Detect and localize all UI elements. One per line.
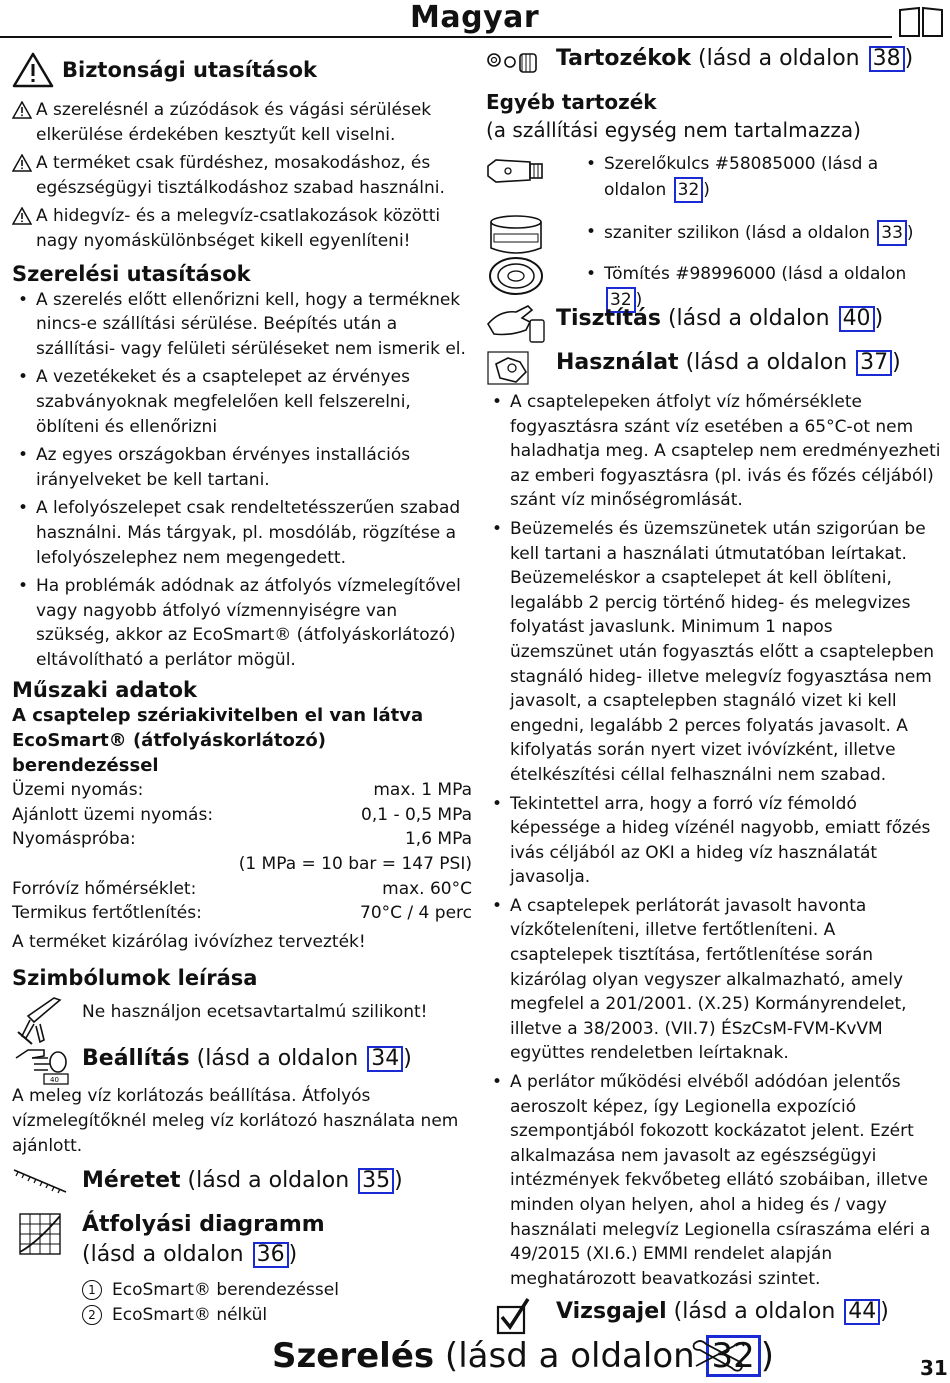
other-item: [486, 220, 941, 262]
tech-table: [12, 778, 472, 926]
footer-ref: (lásd a oldalon: [434, 1336, 706, 1376]
tech-value: max. 1 MPa: [373, 780, 472, 801]
warning-icon: [12, 207, 32, 225]
legend-text: EcoSmart® nélkül: [112, 1304, 268, 1325]
setting-row: [12, 1044, 472, 1084]
page-link[interactable]: 32: [606, 287, 636, 313]
tech-row: [12, 827, 472, 852]
tech-heading: Műszaki adatok: [12, 678, 198, 703]
wrench-key-icon: [486, 156, 546, 186]
test-row: [486, 1297, 941, 1337]
safety-text: A terméket csak fürdéshez, mosakodáshoz, és egészségügyi tisztálkodáshoz szabad használni.: [36, 153, 445, 198]
list-item: • A lefolyószelepet csak rendeltetésszerűen szabad használni. Más tárgyak, pl. mosdóláb, rögzítése a lefolyószelephez nem megengedett.: [12, 496, 472, 570]
test-title: Vizsgajel: [556, 1299, 667, 1325]
item-text: Szerelőkulcs #58085000 (lásd a oldalon: [604, 154, 879, 200]
tech-note: A terméket kizárólag ivóvízhez tervezték!: [12, 931, 366, 952]
page-link[interactable]: 37: [856, 350, 892, 376]
other-accessories-sub: (a szállítási egység nem tartalmazza): [486, 118, 861, 142]
usage-row: [486, 348, 941, 388]
silicone-can-icon: [488, 214, 544, 256]
safety-item: [12, 98, 472, 147]
safety-text: A szerelésnél a zúzódások és vágási sérülések elkerülése érdekében kesztyűt kell viselni.: [36, 100, 432, 145]
dimension-ruler-icon: [12, 1162, 68, 1202]
symbols-heading: Szimbólumok leírása: [12, 966, 258, 991]
tech-value: max. 60°C: [382, 878, 472, 899]
usage-hand-icon: [486, 344, 542, 386]
legend-number-1: 1: [82, 1280, 102, 1300]
list-item: • Beüzemelés és üzemszünetek után szigorúan be kell tartani a használati útmutatóban leírtakat. Beüzemeléskor a csaptelepet át kell öblíteni, legalább 2 percig történő hideg- és melegvizes folyatást javaslunk. Minimum 1 napos üzemszünet után fogyasztás előtt a csaptelepben stagnáló hideg- illetve melegvíz fogyasztása nem javasolt, a csaptelepben stagnáló vizet ki kell engedni, legalább 2 perces folyatás javasolt. A kifolyatás során nyert vizet ivóvízként, illetve ételkészítési céllal felhasználni nem szabad.: [486, 517, 941, 788]
flow-diagram-icon: [18, 1212, 62, 1256]
safety-heading-row: [12, 56, 472, 84]
test-heading: Vizsgajel (lásd a oldalon 44 ): [556, 1299, 889, 1325]
manual-book-icon: [898, 4, 944, 38]
legend-item: [82, 1303, 472, 1328]
page-link[interactable]: 32: [674, 177, 704, 203]
safety-item: [12, 204, 472, 253]
legend-item: [82, 1278, 472, 1303]
page-number: 31: [920, 1356, 948, 1380]
tech-row: [12, 803, 472, 828]
flow-title: Átfolyási diagramm: [82, 1212, 325, 1238]
page-link[interactable]: 44: [844, 1299, 880, 1325]
cleaning-title: Tisztítás: [556, 306, 661, 331]
silicone-text: Ne használjon ecetsavtartalmú szilikont!: [82, 1002, 428, 1023]
warning-icon: [12, 52, 54, 88]
page-link[interactable]: 32: [706, 1335, 761, 1377]
tech-label: Nyomáspróba:: [12, 829, 136, 850]
setting-note: A meleg víz korlátozás beállítása. Átfolyós vízmelegítőknél meleg víz korlátozó használata nem ajánlott.: [12, 1086, 459, 1156]
item-text: Tömítés #98996000 (lásd a oldalon: [604, 264, 907, 284]
safety-heading: Biztonsági utasítások: [62, 58, 318, 82]
other-item: [486, 152, 941, 220]
seal-ring-icon: [488, 256, 544, 296]
setting-ref: (lásd a oldalon: [189, 1046, 366, 1072]
usage-ref: (lásd a oldalon: [678, 350, 855, 375]
tech-label: Üzemi nyomás:: [12, 780, 144, 801]
dims-row: [12, 1166, 472, 1210]
dims-ref: (lásd a oldalon: [180, 1168, 357, 1194]
accessories-parts-icon: [486, 48, 542, 78]
page-link[interactable]: 36: [253, 1242, 289, 1268]
list-item: • szaniter szilikon (lásd a oldalon 33 ): [580, 220, 941, 246]
flow-heading: [82, 1210, 472, 1240]
setting-hand-icon: [14, 1042, 70, 1086]
tech-subheading: A csaptelep szériakivitelben el van látva EcoSmart® (átfolyáskorlátozó) berendezéssel: [12, 705, 424, 776]
usage-heading: Használat (lásd a oldalon 37 ): [556, 350, 901, 375]
list-item: • Az egyes országokban érvényes installációs irányelveket be kell tartani.: [12, 443, 472, 492]
footer-title: Szerelés: [272, 1336, 435, 1376]
page-link[interactable]: 34: [367, 1046, 403, 1072]
install-heading: Szerelési utasítások: [12, 261, 251, 286]
item-text: szaniter szilikon (lásd a oldalon: [604, 223, 876, 243]
cleaning-hand-icon: [486, 300, 546, 344]
tech-value: 0,1 - 0,5 MPa: [361, 804, 472, 825]
accessories-title: Tartozékok: [556, 46, 692, 71]
header-rule: [0, 36, 892, 38]
checkmark-icon: [496, 1295, 532, 1335]
page-link[interactable]: 40: [839, 306, 875, 332]
list-item: • Szerelőkulcs #58085000 (lásd a oldalon 32 ): [580, 152, 941, 203]
tech-label: Termikus fertőtlenítés:: [12, 903, 202, 924]
silicone-gun-icon: [16, 996, 66, 1046]
cleaning-ref: (lásd a oldalon: [660, 306, 837, 331]
flow-ref-line: (lásd a oldalon 36 ): [82, 1242, 298, 1268]
setting-title: Beállítás: [82, 1046, 190, 1072]
page-link[interactable]: 33: [877, 220, 907, 246]
tech-row: [12, 778, 472, 803]
cleaning-heading: Tisztítás (lásd a oldalon 40 ): [556, 306, 884, 331]
flow-ref: (lásd a oldalon: [82, 1242, 251, 1268]
list-item: • A vezetékeket és a csaptelepet az érvényes szabványoknak megfelelően kell felszerelni, öblíteni és ellenőrizni: [12, 365, 472, 439]
silicone-row: [12, 1000, 472, 1044]
tech-value: 1,6 MPa: [404, 829, 472, 850]
list-item: • Tekintettel arra, hogy a forró víz fémoldó képessége a hideg vízénél nagyobb, emiatt főzés ivás céljából az OKI a hideg víz használatát javasolja.: [486, 792, 941, 890]
other-item: [486, 262, 941, 310]
tech-row: [12, 901, 472, 926]
tech-label: Ajánlott üzemi nyomás:: [12, 804, 214, 825]
tech-value: (1 MPa = 10 bar = 147 PSI): [238, 854, 472, 875]
other-accessories-heading: Egyéb tartozék: [486, 90, 657, 114]
warning-icon: [12, 154, 32, 172]
legend-number-2: 2: [82, 1305, 102, 1325]
list-item: • Tömítés #98996000 (lásd a oldalon 32 ): [580, 262, 941, 313]
accessories-row: [486, 44, 941, 84]
safety-item: [12, 151, 472, 200]
usage-list: [486, 390, 941, 1291]
page-title: Magyar: [410, 0, 540, 35]
wrench-icon: [690, 1336, 746, 1374]
tech-row: [12, 877, 472, 902]
list-item: • A csaptelepek perlátorát javasolt havonta vízkőteleníteni, illetve fertőtleníteni. A csaptelepek tisztítása, fertőtlenítése során kizárólag olyan vegyszer alkalmazható, amely megfelel a 201/2001. (X.25) Kormányrendelet, illetve a 38/2003. (VII.7) ÉSzCsM-FVM-KvVM együttes rendeletben leírtaknak.: [486, 894, 941, 1066]
accessories-ref: (lásd a oldalon: [691, 46, 867, 71]
list-item: • A csaptelepeken átfolyt víz hőmérséklete fogyasztásra szánt víz esetében a 65°C-ot nem haladhatja meg. A csaptelep nem eredményezheti az emberi fogyasztásra (pl. ivás és főzés céljából) szánt víz minőségromlását.: [486, 390, 941, 513]
list-item: • A perlátor működési elvéből adódóan jelentős aeroszolt képez, így Legionella expozíció szempontjából fokozott kockázatot jelent. Ezért alkalmazása nem javasolt az egészségügyi intézmények fekvőbeteg ellátó szobáiban, illetve minden olyan helyen, ahol a hideg és / vagy használati melegvíz Legionella csíraszáma eléri a 49/2015 (XI.6.) EMMI rendelet alapján meghatározott beavatkozási szintet.: [486, 1070, 941, 1291]
left-column: [12, 56, 472, 1327]
legend-text: EcoSmart® berendezéssel: [112, 1280, 339, 1301]
dims-title: Méretet: [82, 1168, 181, 1194]
list-item: • A szerelés előtt ellenőrizni kell, hogy a terméknek nincs-e szállítási sérülése. Beépítés után a szállítási- vagy felületi sérüléseket nem ismerik el.: [12, 288, 472, 362]
dims-heading: Méretet (lásd a oldalon 35 ): [82, 1168, 403, 1194]
accessories-heading: Tartozékok (lásd a oldalon 38 ): [556, 46, 914, 71]
tech-value: 70°C / 4 perc: [360, 903, 472, 924]
tech-label: Forróvíz hőmérséklet:: [12, 878, 197, 899]
warning-icon: [12, 101, 32, 119]
flow-row: [12, 1210, 472, 1327]
safety-text: A hidegvíz- és a melegvíz-csatlakozások közötti nagy nyomáskülönbséget kikell egyenlíteni!: [36, 206, 441, 251]
cleaning-row: [486, 304, 941, 348]
test-ref: (lásd a oldalon: [666, 1299, 843, 1325]
svg-text:40: 40: [50, 1076, 59, 1085]
list-item: • Ha problémák adódnak az átfolyós vízmelegítővel vagy nagyobb átfolyó vízmennyiségre van szükség, akkor az EcoSmart® (átfolyáskorlátozó) eltávolítható a perlátor mögül.: [12, 574, 472, 672]
right-column: [486, 44, 941, 1337]
page-link[interactable]: 38: [869, 46, 905, 72]
tech-row: [12, 852, 472, 877]
footer-heading: Szerelés (lásd a oldalon 32 ): [272, 1336, 775, 1376]
install-list: [12, 288, 472, 673]
usage-title: Használat: [556, 350, 679, 375]
setting-heading: Beállítás (lásd a oldalon 34 ): [82, 1046, 412, 1072]
page-link[interactable]: 35: [358, 1168, 394, 1194]
